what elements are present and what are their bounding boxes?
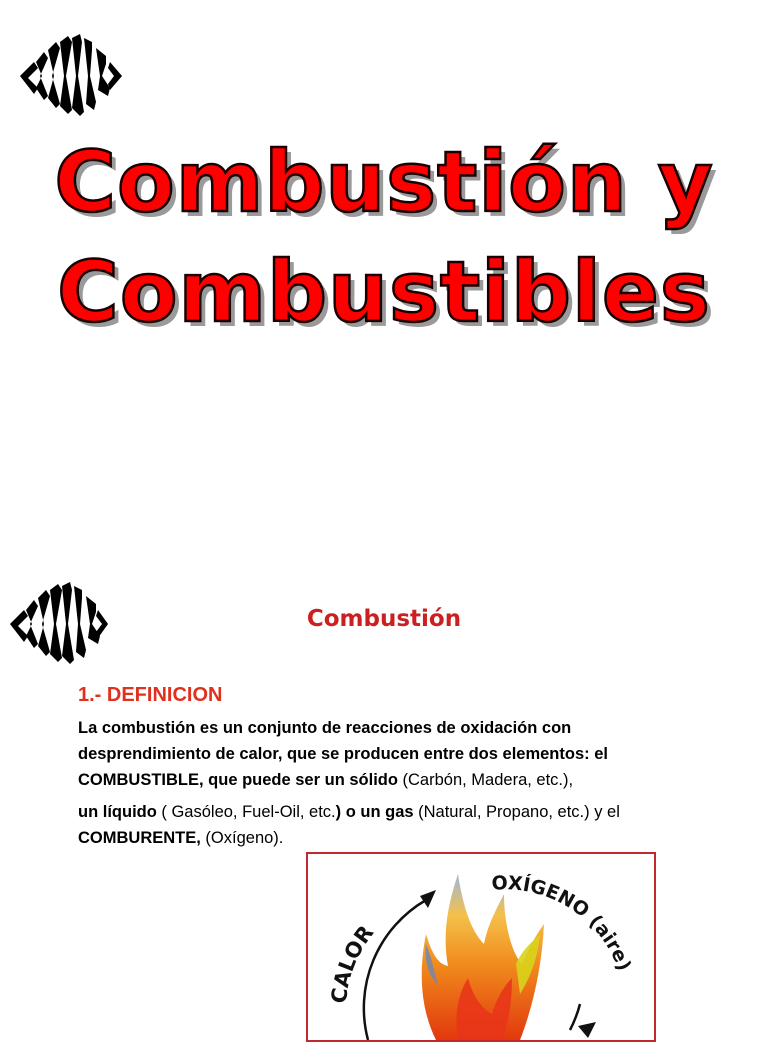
definition-line-5 (78, 830, 718, 847)
slide-title-line-2: Combustibles (57, 243, 711, 341)
arrow-head-left (420, 890, 436, 908)
slide-subtitle: Combustión (306, 606, 462, 632)
calor-label (327, 921, 378, 1005)
definition-text: (Carbón, Madera, etc.), (397, 771, 574, 789)
section-heading: 1.- DEFINICION (78, 684, 223, 706)
fire-diagram-graphic (308, 854, 654, 1040)
definition-text: La combustión es un conjunto de reacciones de oxidación con (78, 719, 572, 737)
definition-text: (Natural, Propano, etc.) y el (413, 803, 620, 821)
definition-bold-text: ) o un gas (335, 803, 414, 821)
striped-arrow-logo-icon (14, 28, 126, 118)
slide-title-line-1: Combustión y (54, 133, 714, 231)
cycle-arrow-left (364, 900, 426, 1040)
definition-line-3 (78, 772, 718, 789)
definition-bold-text: COMBURENTE, (78, 829, 201, 847)
definition-bold-text: un líquido (78, 803, 157, 821)
calor-label-text: CALOR (326, 920, 379, 1005)
arrow-head-right (578, 1022, 596, 1038)
definition-line-2 (78, 746, 718, 763)
definition-line-1 (78, 720, 718, 737)
oxigeno-label-text: OXÍGENO (aire) (491, 872, 636, 974)
definition-line-4 (78, 804, 718, 821)
definition-text: ( Gasóleo, Fuel-Oil, etc. (156, 803, 336, 821)
flame-icon (422, 874, 544, 1040)
definition-bold-text: COMBUSTIBLE, que puede ser un sólido (78, 771, 398, 789)
definition-text: (Oxígeno). (200, 829, 284, 847)
fire-triangle-diagram (306, 852, 656, 1042)
definition-text: desprendimiento de calor, que se producen entre dos elementos: el (78, 745, 608, 763)
